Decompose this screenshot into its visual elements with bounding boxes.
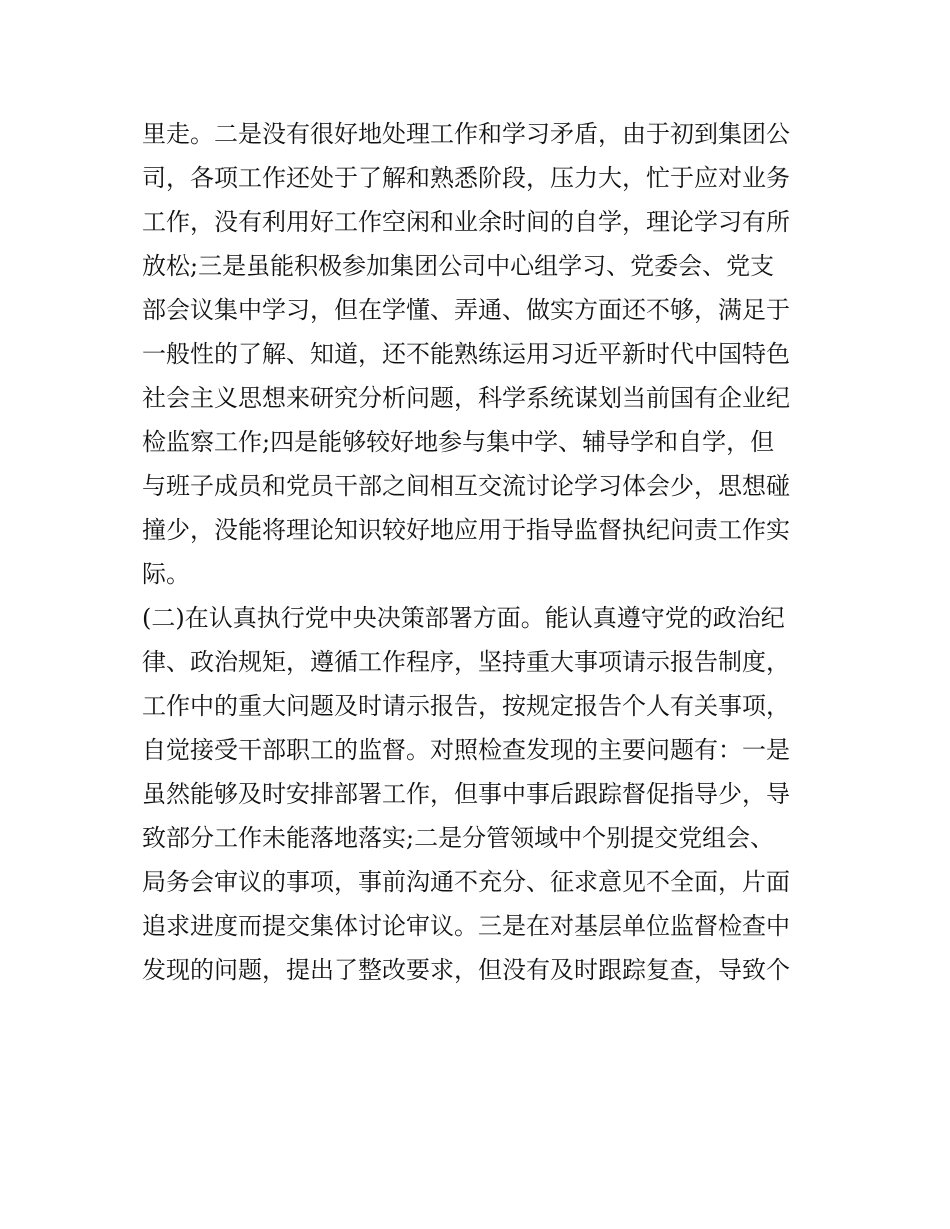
text-line: 工作，没有利用好工作空闲和业余时间的自学，理论学习有所 bbox=[142, 208, 790, 236]
text-line: 撞少，没能将理论知识较好地应用于指导监督执纪问责工作实 bbox=[142, 516, 790, 544]
text-line: 际。 bbox=[142, 560, 190, 588]
section-heading-line: (二)在认真执行党中央决策部署方面。能认真遵守党的政治纪 bbox=[142, 604, 785, 632]
text-line: 里走。二是没有很好地处理工作和学习矛盾，由于初到集团公 bbox=[142, 120, 790, 148]
text-line: 一般性的了解、知道，还不能熟练运用习近平新时代中国特色 bbox=[142, 340, 790, 368]
text-line: 放松;三是虽能积极参加集团公司中心组学习、党委会、党支 bbox=[142, 252, 775, 280]
text-line: 虽然能够及时安排部署工作，但事中事后跟踪督促指导少，导 bbox=[142, 780, 790, 808]
text-line: 部会议集中学习，但在学懂、弄通、做实方面还不够，满足于 bbox=[142, 296, 790, 324]
text-line: 自觉接受干部职工的监督。对照检查发现的主要问题有：一是 bbox=[142, 736, 790, 764]
text-line: 检监察工作;四是能够较好地参与集中学、辅导学和自学，但 bbox=[142, 428, 775, 456]
body-text bbox=[142, 112, 822, 992]
text-line: 司，各项工作还处于了解和熟悉阶段，压力大，忙于应对业务 bbox=[142, 164, 790, 192]
text-line: 与班子成员和党员干部之间相互交流讨论学习体会少，思想碰 bbox=[142, 472, 790, 500]
text-line: 社会主义思想来研究分析问题，科学系统谋划当前国有企业纪 bbox=[142, 384, 790, 412]
text-line: 局务会审议的事项，事前沟通不充分、征求意见不全面，片面 bbox=[142, 868, 790, 896]
text-line: 追求进度而提交集体讨论审议。三是在对基层单位监督检查中 bbox=[142, 912, 790, 940]
text-line: 发现的问题，提出了整改要求，但没有及时跟踪复查，导致个 bbox=[142, 956, 790, 984]
text-line: 律、政治规矩，遵循工作程序，坚持重大事项请示报告制度， bbox=[142, 648, 790, 676]
text-line: 致部分工作未能落地落实;二是分管领域中个别提交党组会、 bbox=[142, 824, 775, 852]
text-line: 工作中的重大问题及时请示报告，按规定报告个人有关事项， bbox=[142, 692, 790, 720]
